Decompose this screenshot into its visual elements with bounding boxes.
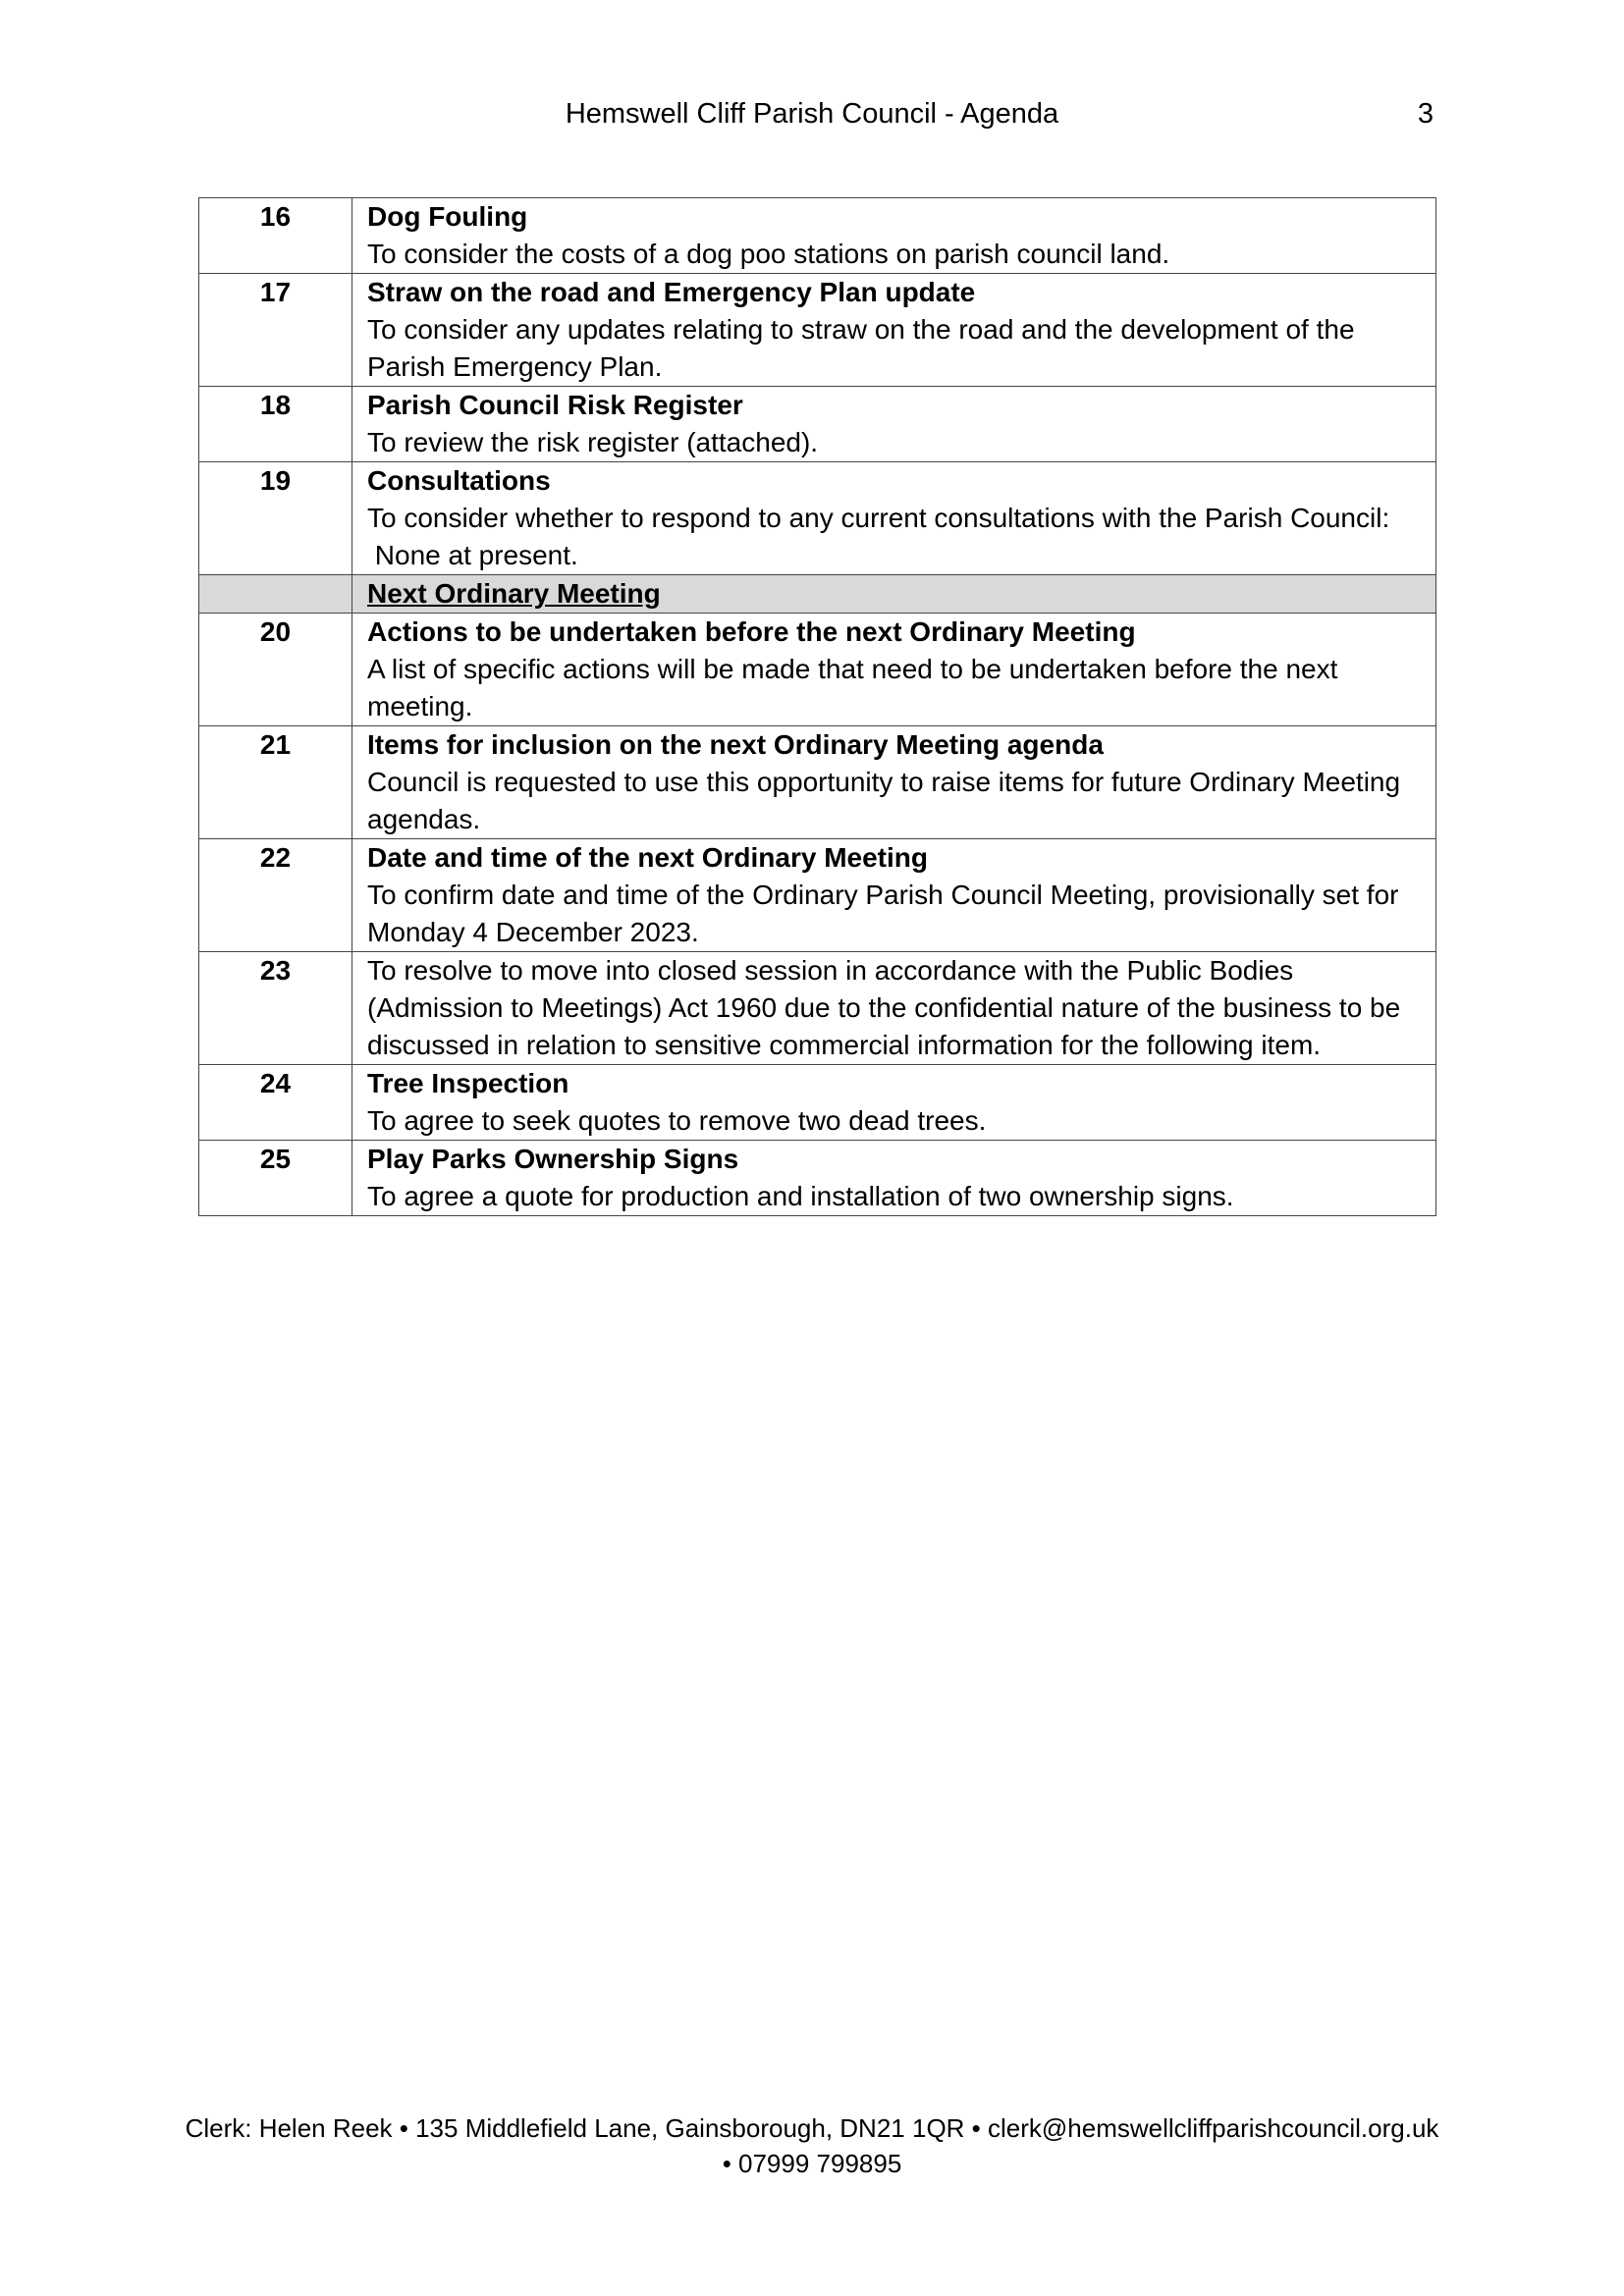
item-title: Date and time of the next Ordinary Meeting bbox=[367, 842, 928, 873]
item-content-cell bbox=[352, 839, 1436, 952]
agenda-item-row bbox=[199, 387, 1436, 462]
item-number: 17 bbox=[199, 274, 352, 387]
item-description: To consider any updates relating to straw on the road and the development of the Parish Emergency Plan. bbox=[367, 314, 1363, 382]
item-title: Consultations bbox=[367, 465, 551, 496]
agenda-item-row bbox=[199, 462, 1436, 575]
item-number: 20 bbox=[199, 614, 352, 726]
item-description: To agree a quote for production and installation of two ownership signs. bbox=[367, 1181, 1234, 1211]
item-title: Straw on the road and Emergency Plan update bbox=[367, 277, 976, 307]
item-content-cell bbox=[352, 462, 1436, 575]
page-footer bbox=[0, 2110, 1624, 2181]
item-content-cell bbox=[352, 614, 1436, 726]
item-description: To consider whether to respond to any current consultations with the Parish Council: None at present. bbox=[367, 503, 1390, 570]
item-content-cell bbox=[352, 726, 1436, 839]
item-number: 18 bbox=[199, 387, 352, 462]
item-number: 22 bbox=[199, 839, 352, 952]
item-title: Tree Inspection bbox=[367, 1068, 569, 1098]
agenda-item-row bbox=[199, 1141, 1436, 1216]
item-content-cell bbox=[352, 274, 1436, 387]
item-title: Actions to be undertaken before the next Ordinary Meeting bbox=[367, 616, 1136, 647]
item-content-cell bbox=[352, 1141, 1436, 1216]
item-number: 24 bbox=[199, 1065, 352, 1141]
item-number: 21 bbox=[199, 726, 352, 839]
agenda-table bbox=[198, 197, 1436, 1216]
agenda-item-row bbox=[199, 1065, 1436, 1141]
item-title: Parish Council Risk Register bbox=[367, 390, 743, 420]
item-content-cell bbox=[352, 198, 1436, 274]
agenda-item-row bbox=[199, 198, 1436, 274]
item-content-cell bbox=[352, 387, 1436, 462]
agenda-item-row bbox=[199, 726, 1436, 839]
item-title: Dog Fouling bbox=[367, 201, 528, 232]
item-number: 23 bbox=[199, 952, 352, 1065]
item-description: To resolve to move into closed session in accordance with the Public Bodies (Admission to Meetings) Act 1960 due to the confidential nature of the business to be discussed in relation to sensitive commercial information for the following item. bbox=[367, 955, 1408, 1060]
agenda-item-row bbox=[199, 614, 1436, 726]
section-title: Next Ordinary Meeting bbox=[367, 578, 661, 609]
agenda-item-row bbox=[199, 952, 1436, 1065]
item-number: 16 bbox=[199, 198, 352, 274]
item-description: To agree to seek quotes to remove two dead trees. bbox=[367, 1105, 987, 1136]
item-description: To review the risk register (attached). bbox=[367, 427, 819, 457]
item-title: Play Parks Ownership Signs bbox=[367, 1144, 739, 1174]
item-description: A list of specific actions will be made that need to be undertaken before the next meeting. bbox=[367, 654, 1346, 721]
agenda-item-row bbox=[199, 839, 1436, 952]
footer-phone-line: • 07999 799895 bbox=[722, 2149, 902, 2178]
agenda-section-row bbox=[199, 575, 1436, 614]
item-description: Council is requested to use this opportunity to raise items for future Ordinary Meeting agendas. bbox=[367, 767, 1408, 834]
section-cell bbox=[352, 575, 1436, 614]
page-number: 3 bbox=[1417, 98, 1434, 130]
page-header-title: Hemswell Cliff Parish Council - Agenda bbox=[565, 98, 1059, 130]
item-number: 25 bbox=[199, 1141, 352, 1216]
footer-contact-line: Clerk: Helen Reek • 135 Middlefield Lane, Gainsborough, DN21 1QR • clerk@hemswellcliffparishcouncil.org.uk bbox=[185, 2113, 1439, 2143]
item-content-cell bbox=[352, 1065, 1436, 1141]
item-description: To confirm date and time of the Ordinary Parish Council Meeting, provisionally set for Monday 4 December 2023. bbox=[367, 880, 1407, 947]
item-number: 19 bbox=[199, 462, 352, 575]
item-description: To consider the costs of a dog poo stations on parish council land. bbox=[367, 239, 1170, 269]
item-content-cell bbox=[352, 952, 1436, 1065]
item-title: Items for inclusion on the next Ordinary Meeting agenda bbox=[367, 729, 1104, 760]
section-number-cell bbox=[199, 575, 352, 614]
agenda-item-row bbox=[199, 274, 1436, 387]
